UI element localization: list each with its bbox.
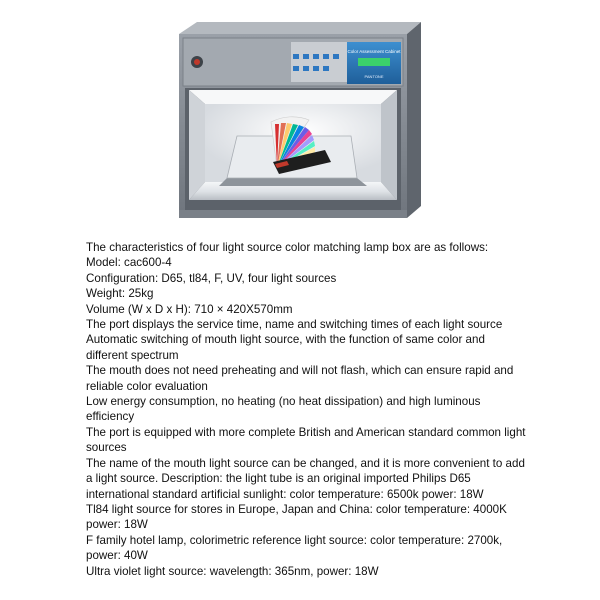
description-line: Configuration: D65, tl84, F, UV, four light sources — [86, 271, 337, 285]
description-line: Automatic switching of mouth light source, with the function of same color and different spectrum — [86, 333, 485, 362]
description-line: Model: cac600-4 — [86, 256, 172, 270]
panel-display — [358, 58, 390, 66]
description-line: The name of the mouth light source can be changed, and it is more convenient to add a light source. Description: the light tube is an original imported Philips D65 international standard artificial sunlight: color temperature: 6500k power: 18W — [86, 456, 525, 501]
power-button — [191, 56, 203, 68]
product-description — [86, 240, 526, 579]
description-line: Ultra violet light source: wavelength: 365nm, power: 18W — [86, 564, 379, 578]
description-line: The characteristics of four light source color matching lamp box are as follows: — [86, 241, 489, 254]
brand-panel — [347, 42, 401, 84]
cabinet-base — [179, 210, 407, 218]
description-line: The port displays the service time, name and switching times of each light source — [86, 318, 503, 332]
description-line: Volume (W x D x H): 710 × 420X570mm — [86, 302, 293, 316]
product-image-light-cabinet — [175, 18, 423, 222]
description-line: The port is equipped with more complete British and American standard common light sources — [86, 425, 526, 455]
description-line: The mouth does not need preheating and will not flash, which can ensure rapid and reliable color evaluation — [86, 364, 514, 393]
panel-title: Color Assessment Cabinet — [347, 49, 401, 54]
description-line: F family hotel lamp, colorimetric reference light source: color temperature: 2700k, power: 40W — [86, 533, 503, 563]
description-line: Weight: 25kg — [86, 287, 154, 301]
panel-brand: PANTONE — [364, 74, 384, 79]
description-line: Tl84 light source for stores in Europe, Japan and China: color temperature: 4000K power: 18W — [86, 502, 507, 532]
description-line: Low energy consumption, no heating (no heat dissipation) and high luminous efficiency — [86, 395, 481, 424]
